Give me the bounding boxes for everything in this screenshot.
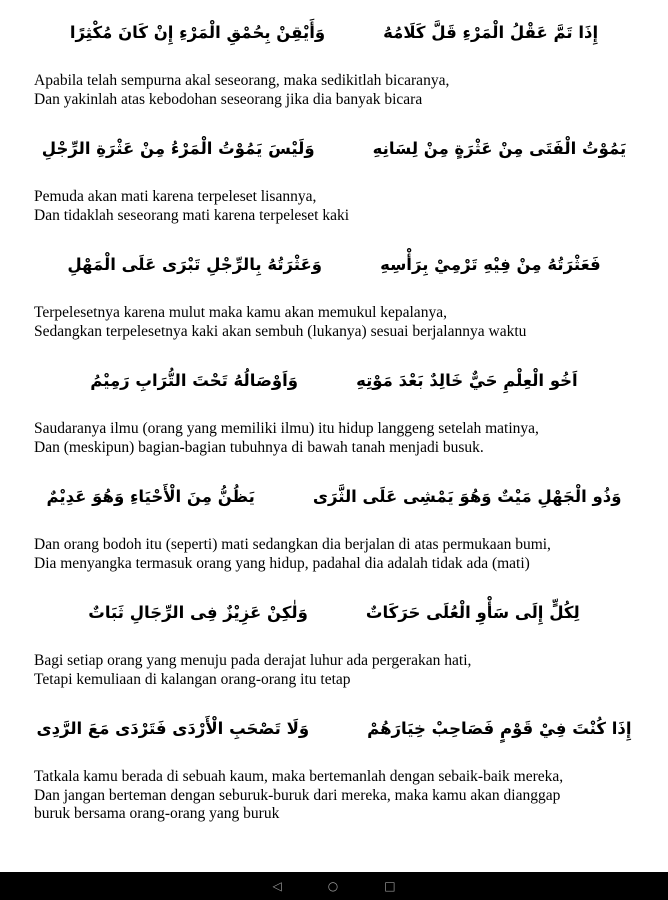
translation-line: Dia menyangka termasuk orang yang hidup, padahal dia adalah tidak ada (mati): [34, 554, 530, 572]
translation-block: [34, 652, 634, 689]
verse-block-2: [34, 136, 634, 225]
translation-block: [34, 420, 634, 457]
translation-line: Tatkala kamu berada di sebuah kaum, maka bertemanlah dengan sebaik-baik mereka,: [34, 768, 564, 785]
translation-line: Apabila telah sempurna akal seseorang, maka sedikitlah bicaranya,: [34, 72, 450, 89]
verse-block-1: [34, 20, 634, 109]
translation-block: [34, 768, 634, 824]
arabic-hemistich-second: وَأَيْقِنْ بِحُمْقِ الْمَرْءِ إِنْ كَانَ مُكْثِرًا: [69, 23, 326, 42]
translation-line: Dan jangan berteman dengan seburuk-buruk dari mereka, maka kamu akan dianggap: [34, 786, 561, 804]
arabic-hemistich-second: وَلَا تَصْحَبِ الْأَرْدَى فَتَرْدَى مَعَ الرَّدِى: [36, 719, 310, 738]
home-icon[interactable]: ○: [327, 879, 339, 893]
arabic-couplet: [34, 252, 634, 278]
arabic-hemistich-first: وَذُو الْجَهْلِ مَيْتٌ وَهُوَ يَمْشِى عَلَى الثَّرَى: [312, 487, 622, 506]
verse-block-4: [34, 368, 634, 457]
translation-line: Saudaranya ilmu (orang yang memiliki ilmu) itu hidup langgeng setelah matinya,: [34, 420, 539, 437]
arabic-couplet: [34, 600, 634, 626]
recents-icon[interactable]: □: [384, 879, 396, 893]
arabic-hemistich-second: وَلَيْسَ يَمُوْتُ الْمَرْءُ مِنْ عَثْرَةِ الرِّجْلِ: [41, 139, 315, 158]
arabic-couplet: [34, 20, 634, 46]
verse-block-3: [34, 252, 634, 341]
translation-line: Dan (meskipun) bagian-bagian tubuhnya di bawah tanah menjadi busuk.: [34, 438, 484, 456]
arabic-hemistich-first: يَمُوْتُ الْفَتَى مِنْ عَثْرَةٍ مِنْ لِسَانِهِ: [372, 139, 627, 158]
arabic-hemistich-first: إِذَا تَمَّ عَقْلُ الْمَرْءِ قَلَّ كَلَامُهُ: [383, 23, 599, 42]
arabic-couplet: [34, 368, 634, 394]
translation-block: [34, 188, 634, 225]
arabic-couplet: [34, 484, 634, 510]
translation-line: Bagi setiap orang yang menuju pada derajat luhur ada pergerakan hati,: [34, 652, 472, 669]
arabic-hemistich-second: وَعَثْرَتُهُ بِالرِّجْلِ تَبْرَى عَلَى الْمَهْلِ: [67, 255, 323, 274]
translation-line: Terpelesetnya karena mulut maka kamu akan memukul kepalanya,: [34, 304, 447, 321]
verse-block-6: [34, 600, 634, 689]
translation-line: Sedangkan terpelesetnya kaki akan sembuh (lukanya) sesuai berjalannya waktu: [34, 322, 527, 340]
arabic-hemistich-first: اَخُو الْعِلْمِ حَيٌّ خَالِدٌ بَعْدَ مَوْتِهِ: [356, 371, 578, 390]
arabic-hemistich-second: يَظُنُّ مِنَ الْأَحْيَاءِ وَهُوَ عَدِيْمٌ: [46, 487, 255, 506]
translation-line: Dan tidaklah seseorang mati karena terpeleset kaki: [34, 206, 350, 224]
translation-line: Dan yakinlah atas kebodohan seseorang jika dia banyak bicara: [34, 90, 423, 108]
arabic-hemistich-first: فَعَثْرَتُهُ مِنْ فِيْهِ تَرْمِيْ بِرَأْسِهِ: [380, 255, 601, 274]
back-icon[interactable]: ◁: [272, 879, 282, 893]
verse-block-7: [34, 716, 634, 824]
translation-block: [34, 72, 634, 109]
arabic-couplet: [34, 136, 634, 162]
arabic-couplet: [34, 716, 634, 742]
translation-line: buruk bersama orang-orang yang buruk: [34, 805, 280, 822]
arabic-hemistich-first: لِكُلٍّ إِلَى سَأْوِ الْعُلَى حَرَكَاتٌ: [365, 603, 580, 622]
arabic-hemistich-second: وَلٰكِنْ عَزِيْزٌ فِى الرِّجَالِ ثَبَاتٌ: [88, 603, 308, 622]
translation-line: Pemuda akan mati karena terpeleset lisannya,: [34, 188, 317, 205]
translation-line: Dan orang bodoh itu (seperti) mati sedangkan dia berjalan di atas permukaan bumi,: [34, 536, 551, 553]
verse-block-5: [34, 484, 634, 573]
translation-block: [34, 304, 634, 341]
arabic-hemistich-second: وَاَوْصَالُهُ تَحْتَ التُّرَابِ رَمِيْمُ: [90, 371, 299, 390]
translation-block: [34, 536, 634, 573]
translation-line: Tetapi kemuliaan di kalangan orang-orang itu tetap: [34, 670, 351, 688]
android-navigation-bar: [0, 872, 668, 900]
arabic-hemistich-first: إِذَا كُنْتَ فِيْ قَوْمٍ فَصَاحِبْ خِيَارَهُمْ: [367, 719, 632, 738]
